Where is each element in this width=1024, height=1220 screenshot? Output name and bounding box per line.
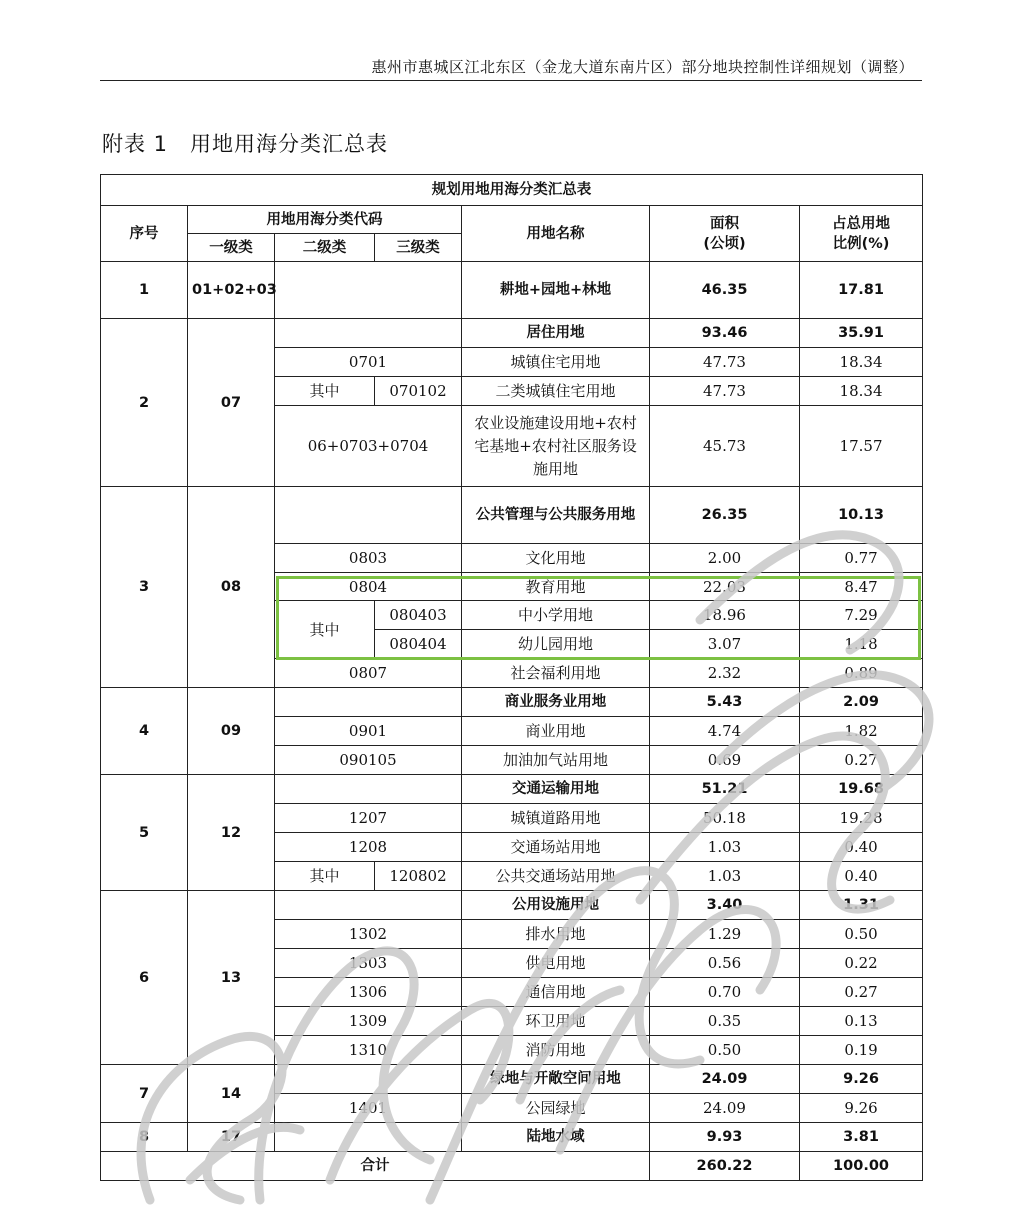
area-cell: 0.56 (650, 949, 800, 978)
land-name-cell: 城镇道路用地 (462, 804, 650, 833)
area-cell: 1.29 (650, 920, 800, 949)
level2-code-cell: 1306 (275, 978, 462, 1007)
header-level1: 一级类 (188, 234, 275, 262)
land-name-cell: 文化用地 (462, 544, 650, 573)
header-level2: 二级类 (275, 234, 375, 262)
level2-code-cell: 0803 (275, 544, 462, 573)
level1-code-cell: 12 (188, 775, 275, 891)
empty-code-cell (275, 487, 462, 544)
land-name-cell: 供电用地 (462, 949, 650, 978)
area-cell: 22.03 (650, 573, 800, 601)
ratio-cell: 0.27 (800, 746, 923, 775)
area-cell: 0.69 (650, 746, 800, 775)
land-name-cell: 商业服务业用地 (462, 688, 650, 717)
ratio-cell: 0.77 (800, 544, 923, 573)
total-ratio: 100.00 (800, 1152, 923, 1181)
area-cell: 2.00 (650, 544, 800, 573)
area-cell: 50.18 (650, 804, 800, 833)
table-row (101, 1065, 923, 1094)
area-cell: 5.43 (650, 688, 800, 717)
land-name-cell: 农业设施建设用地+农村宅基地+农村社区服务设施用地 (462, 406, 650, 487)
empty-code-cell (275, 775, 462, 804)
level3-code-cell: 080403 (375, 601, 462, 630)
ratio-cell: 19.28 (800, 804, 923, 833)
ratio-cell: 18.34 (800, 377, 923, 406)
table-row (101, 688, 923, 717)
area-cell: 93.46 (650, 319, 800, 348)
table-row (101, 487, 923, 544)
area-cell: 26.35 (650, 487, 800, 544)
seq-cell: 1 (101, 262, 188, 319)
qizhong-cell: 其中 (275, 862, 375, 891)
level2-code-cell: 1207 (275, 804, 462, 833)
level2-code-cell: 1303 (275, 949, 462, 978)
level1-code-cell: 09 (188, 688, 275, 775)
level2-code-cell: 1310 (275, 1036, 462, 1065)
total-label: 合计 (101, 1152, 650, 1181)
level3-code-cell: 080404 (375, 630, 462, 659)
empty-code-cell (275, 319, 462, 348)
ratio-cell: 2.09 (800, 688, 923, 717)
level3-code-cell: 090105 (275, 746, 462, 775)
land-name-cell: 二类城镇住宅用地 (462, 377, 650, 406)
total-row (101, 1152, 923, 1181)
ratio-cell: 35.91 (800, 319, 923, 348)
land-name-cell: 通信用地 (462, 978, 650, 1007)
level2-code-cell: 1309 (275, 1007, 462, 1036)
area-cell: 47.73 (650, 377, 800, 406)
level2-code-cell: 06+0703+0704 (275, 406, 462, 487)
level3-code-cell: 120802 (375, 862, 462, 891)
land-classification-table (100, 174, 923, 1181)
table-row (101, 775, 923, 804)
level1-code-cell: 14 (188, 1065, 275, 1123)
land-name-cell: 环卫用地 (462, 1007, 650, 1036)
level1-code-cell: 07 (188, 319, 275, 487)
land-name-cell: 排水用地 (462, 920, 650, 949)
table-caption: 规划用地用海分类汇总表 (101, 175, 923, 206)
area-cell: 0.70 (650, 978, 800, 1007)
table-row (101, 891, 923, 920)
area-cell: 3.07 (650, 630, 800, 659)
level3-code-cell: 070102 (375, 377, 462, 406)
seq-cell: 2 (101, 319, 188, 487)
land-name-cell: 公园绿地 (462, 1094, 650, 1123)
area-cell: 4.74 (650, 717, 800, 746)
ratio-cell: 9.26 (800, 1065, 923, 1094)
empty-code-cell (275, 1123, 462, 1152)
level2-code-cell: 1302 (275, 920, 462, 949)
area-cell: 1.03 (650, 862, 800, 891)
table-caption-row (101, 175, 923, 206)
area-cell: 45.73 (650, 406, 800, 487)
seq-cell: 5 (101, 775, 188, 891)
area-cell: 3.40 (650, 891, 800, 920)
level1-code-cell: 08 (188, 487, 275, 688)
ratio-cell: 17.81 (800, 262, 923, 319)
level2-code-cell: 0701 (275, 348, 462, 377)
land-name-cell: 加油加气站用地 (462, 746, 650, 775)
ratio-cell: 0.22 (800, 949, 923, 978)
appendix-label: 附表 1 (102, 132, 169, 156)
ratio-cell: 8.47 (800, 573, 923, 601)
seq-cell: 8 (101, 1123, 188, 1152)
area-cell: 18.96 (650, 601, 800, 630)
ratio-cell: 0.40 (800, 833, 923, 862)
document-header (100, 50, 922, 81)
ratio-cell: 1.31 (800, 891, 923, 920)
level2-code-cell: 0804 (275, 573, 462, 601)
level1-code-cell: 13 (188, 891, 275, 1065)
area-cell: 9.93 (650, 1123, 800, 1152)
land-name-cell: 交通运输用地 (462, 775, 650, 804)
level2-code-cell: 1208 (275, 833, 462, 862)
area-cell: 24.09 (650, 1065, 800, 1094)
land-name-cell: 陆地水域 (462, 1123, 650, 1152)
level2-code-cell: 1401 (275, 1094, 462, 1123)
ratio-cell: 0.27 (800, 978, 923, 1007)
header-row-1 (101, 206, 923, 234)
land-name-cell: 绿地与开敞空间用地 (462, 1065, 650, 1094)
appendix-title (102, 128, 388, 158)
header-seq: 序号 (101, 206, 188, 262)
table-row (101, 262, 923, 319)
running-title: 惠州市惠城区江北东区（金龙大道东南片区）部分地块控制性详细规划（调整） (371, 58, 914, 76)
empty-code-cell (275, 262, 462, 319)
ratio-cell: 19.68 (800, 775, 923, 804)
appendix-title-text: 用地用海分类汇总表 (190, 132, 389, 156)
ratio-cell: 0.50 (800, 920, 923, 949)
land-name-cell: 居住用地 (462, 319, 650, 348)
seq-cell: 6 (101, 891, 188, 1065)
area-cell: 46.35 (650, 262, 800, 319)
empty-code-cell (275, 1065, 462, 1094)
seq-cell: 4 (101, 688, 188, 775)
ratio-cell: 0.89 (800, 659, 923, 688)
area-cell: 0.35 (650, 1007, 800, 1036)
ratio-cell: 0.19 (800, 1036, 923, 1065)
land-name-cell: 社会福利用地 (462, 659, 650, 688)
land-name-cell: 中小学用地 (462, 601, 650, 630)
area-cell: 2.32 (650, 659, 800, 688)
ratio-cell: 17.57 (800, 406, 923, 487)
empty-code-cell (275, 688, 462, 717)
land-name-cell: 耕地+园地+林地 (462, 262, 650, 319)
ratio-cell: 0.13 (800, 1007, 923, 1036)
seq-cell: 3 (101, 487, 188, 688)
land-name-cell: 商业用地 (462, 717, 650, 746)
total-area: 260.22 (650, 1152, 800, 1181)
land-name-cell: 公用设施用地 (462, 891, 650, 920)
ratio-cell: 1.82 (800, 717, 923, 746)
header-ratio: 占总用地 比例(%) (800, 206, 923, 262)
ratio-cell: 9.26 (800, 1094, 923, 1123)
ratio-cell: 3.81 (800, 1123, 923, 1152)
ratio-cell: 18.34 (800, 348, 923, 377)
land-name-cell: 消防用地 (462, 1036, 650, 1065)
ratio-cell: 0.40 (800, 862, 923, 891)
header-name: 用地名称 (462, 206, 650, 262)
table-row (101, 319, 923, 348)
area-cell: 1.03 (650, 833, 800, 862)
qizhong-cell: 其中 (275, 377, 375, 406)
land-name-cell: 城镇住宅用地 (462, 348, 650, 377)
ratio-cell: 7.29 (800, 601, 923, 630)
land-name-cell: 公共管理与公共服务用地 (462, 487, 650, 544)
area-cell: 0.50 (650, 1036, 800, 1065)
land-name-cell: 幼儿园用地 (462, 630, 650, 659)
land-name-cell: 交通场站用地 (462, 833, 650, 862)
land-name-cell: 公共交通场站用地 (462, 862, 650, 891)
empty-code-cell (275, 891, 462, 920)
area-cell: 51.21 (650, 775, 800, 804)
header-level3: 三级类 (375, 234, 462, 262)
level1-code-cell: 01+02+03 (188, 262, 275, 319)
header-area: 面积 (公顷) (650, 206, 800, 262)
qizhong-cell: 其中 (275, 601, 375, 659)
seq-cell: 7 (101, 1065, 188, 1123)
table-row (101, 1123, 923, 1152)
level2-code-cell: 0807 (275, 659, 462, 688)
land-name-cell: 教育用地 (462, 573, 650, 601)
ratio-cell: 10.13 (800, 487, 923, 544)
area-cell: 47.73 (650, 348, 800, 377)
level1-code-cell: 17 (188, 1123, 275, 1152)
level2-code-cell: 0901 (275, 717, 462, 746)
header-code-group: 用地用海分类代码 (188, 206, 462, 234)
ratio-cell: 1.18 (800, 630, 923, 659)
area-cell: 24.09 (650, 1094, 800, 1123)
